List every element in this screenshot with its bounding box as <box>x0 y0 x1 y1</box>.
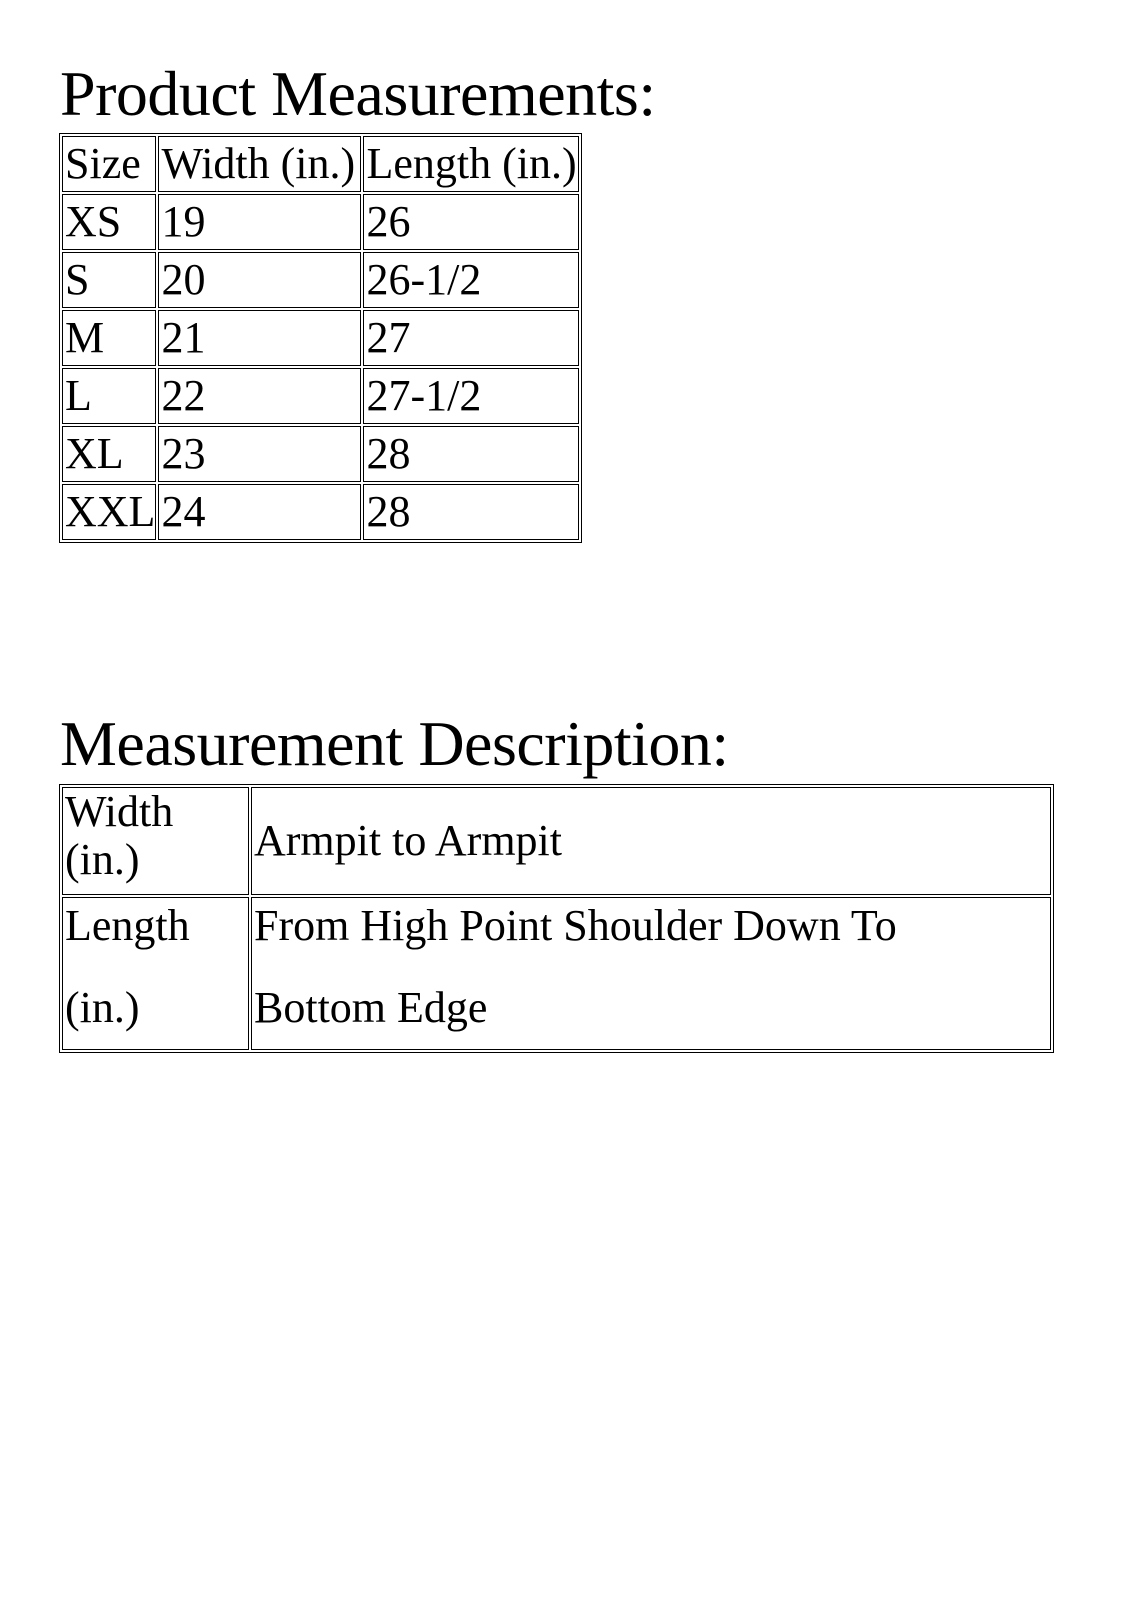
length-cell: 26 <box>363 194 579 250</box>
size-cell: L <box>62 368 156 424</box>
header-size: Size <box>62 136 156 192</box>
width-cell: 19 <box>158 194 361 250</box>
table-row <box>62 787 1051 895</box>
size-cell: XXL <box>62 484 156 540</box>
header-length: Length (in.) <box>363 136 579 192</box>
table-row <box>62 252 579 308</box>
width-cell: 24 <box>158 484 361 540</box>
measure-label-line: (in.) <box>65 835 140 885</box>
measure-description-text: Armpit to Armpit <box>254 815 562 865</box>
measure-label-line: Width <box>65 787 174 836</box>
size-cell: XS <box>62 194 156 250</box>
header-width: Width (in.) <box>158 136 361 192</box>
measure-description-text: Bottom Edge <box>254 983 488 1032</box>
width-cell: 22 <box>158 368 361 424</box>
measure-label-line: Length <box>65 901 190 950</box>
table-header-row <box>62 136 579 192</box>
length-cell: 28 <box>363 484 579 540</box>
size-cell: M <box>62 310 156 366</box>
measure-description-cell <box>251 897 1051 1050</box>
size-chart-table <box>59 133 582 543</box>
table-row <box>62 897 1051 1050</box>
length-cell: 26-1/2 <box>363 252 579 308</box>
length-cell: 27 <box>363 310 579 366</box>
table-row <box>62 426 579 482</box>
table-row <box>62 368 579 424</box>
measure-label-cell <box>62 787 249 895</box>
table-row <box>62 310 579 366</box>
size-cell: S <box>62 252 156 308</box>
size-cell: XL <box>62 426 156 482</box>
length-cell: 27-1/2 <box>363 368 579 424</box>
table-row <box>62 484 579 540</box>
length-cell: 28 <box>363 426 579 482</box>
measure-label-line: (in.) <box>65 983 140 1032</box>
measure-description-cell <box>251 787 1051 895</box>
measure-description-text: From High Point Shoulder Down To <box>254 901 897 950</box>
width-cell: 21 <box>158 310 361 366</box>
measurement-description-table <box>59 784 1054 1053</box>
product-measurements-title: Product Measurements: <box>60 58 656 129</box>
width-cell: 20 <box>158 252 361 308</box>
table-row <box>62 194 579 250</box>
measurement-description-title: Measurement Description: <box>60 708 729 779</box>
width-cell: 23 <box>158 426 361 482</box>
measure-label-cell <box>62 897 249 1050</box>
